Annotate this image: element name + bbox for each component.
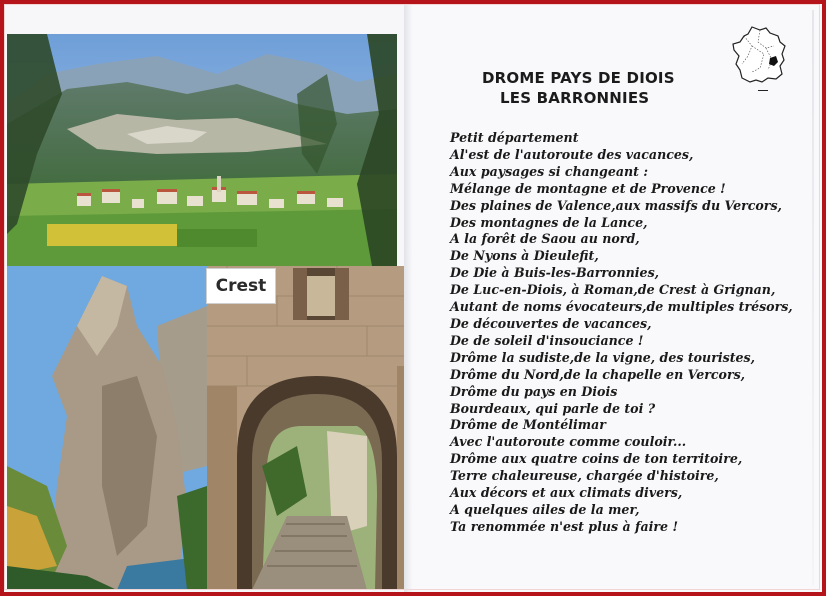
book-spread	[4, 4, 822, 592]
poem-line: Al'est de l'autoroute des vacances,	[450, 146, 694, 162]
poem-line: De Luc-en-Diois, à Roman,de Crest à Grignan,	[450, 282, 776, 298]
stone-arch-photo	[207, 266, 408, 590]
right-page	[412, 4, 822, 592]
poem-line: Mélange de montagne et de Provence !	[450, 180, 726, 196]
poem-line: Ta renommée n'est plus à faire !	[450, 518, 678, 534]
poem-line: Drôme aux quatre coins de ton territoire,	[450, 451, 743, 467]
poem-line: De de soleil d'insouciance !	[450, 332, 644, 348]
poem-line: Autant de noms évocateurs,de multiples trésors,	[450, 299, 793, 315]
poem	[450, 130, 820, 536]
poem-line: Drôme la sudiste,de la vigne, des touristes,	[450, 349, 756, 365]
poem-line: Aux décors et aux climats divers,	[450, 485, 683, 501]
poem-line: Des plaines de Valence,aux massifs du Vercors,	[450, 197, 782, 213]
title-line-1: DROME PAYS DE DIOIS	[482, 69, 675, 87]
poem-line: De Nyons à Dieulefit,	[450, 248, 599, 264]
poem-line: Avec l'autoroute comme couloir...	[450, 434, 687, 450]
poem-line: Petit département	[450, 130, 579, 145]
poem-line: Drôme de Montélimar	[450, 417, 606, 433]
village-mountain-photo	[7, 34, 397, 266]
poem-line: De découvertes de vacances,	[450, 315, 652, 331]
poem-line: Aux paysages si changeant :	[450, 163, 649, 179]
poem-line: A quelques ailes de la mer,	[450, 501, 640, 517]
poem-line: Drôme du Nord,de la chapelle en Vercors,	[450, 366, 746, 382]
poem-line: A la forêt de Saou au nord,	[450, 231, 640, 247]
poem-line: Des montagnes de la Lance,	[450, 214, 648, 230]
poem-line: Terre chaleureuse, chargée d'histoire,	[450, 468, 719, 484]
poem-line: Bourdeaux, qui parle de toi ?	[450, 400, 656, 416]
rock-formation-photo	[7, 266, 207, 590]
left-page	[4, 4, 408, 592]
crest-caption: Crest	[206, 268, 276, 304]
poem-line: De Die à Buis-les-Barronnies,	[450, 265, 660, 281]
poem-line: Drôme du pays en Diois	[450, 383, 618, 399]
page-title	[482, 68, 802, 108]
title-line-2: LES BARRONNIES	[500, 89, 650, 107]
